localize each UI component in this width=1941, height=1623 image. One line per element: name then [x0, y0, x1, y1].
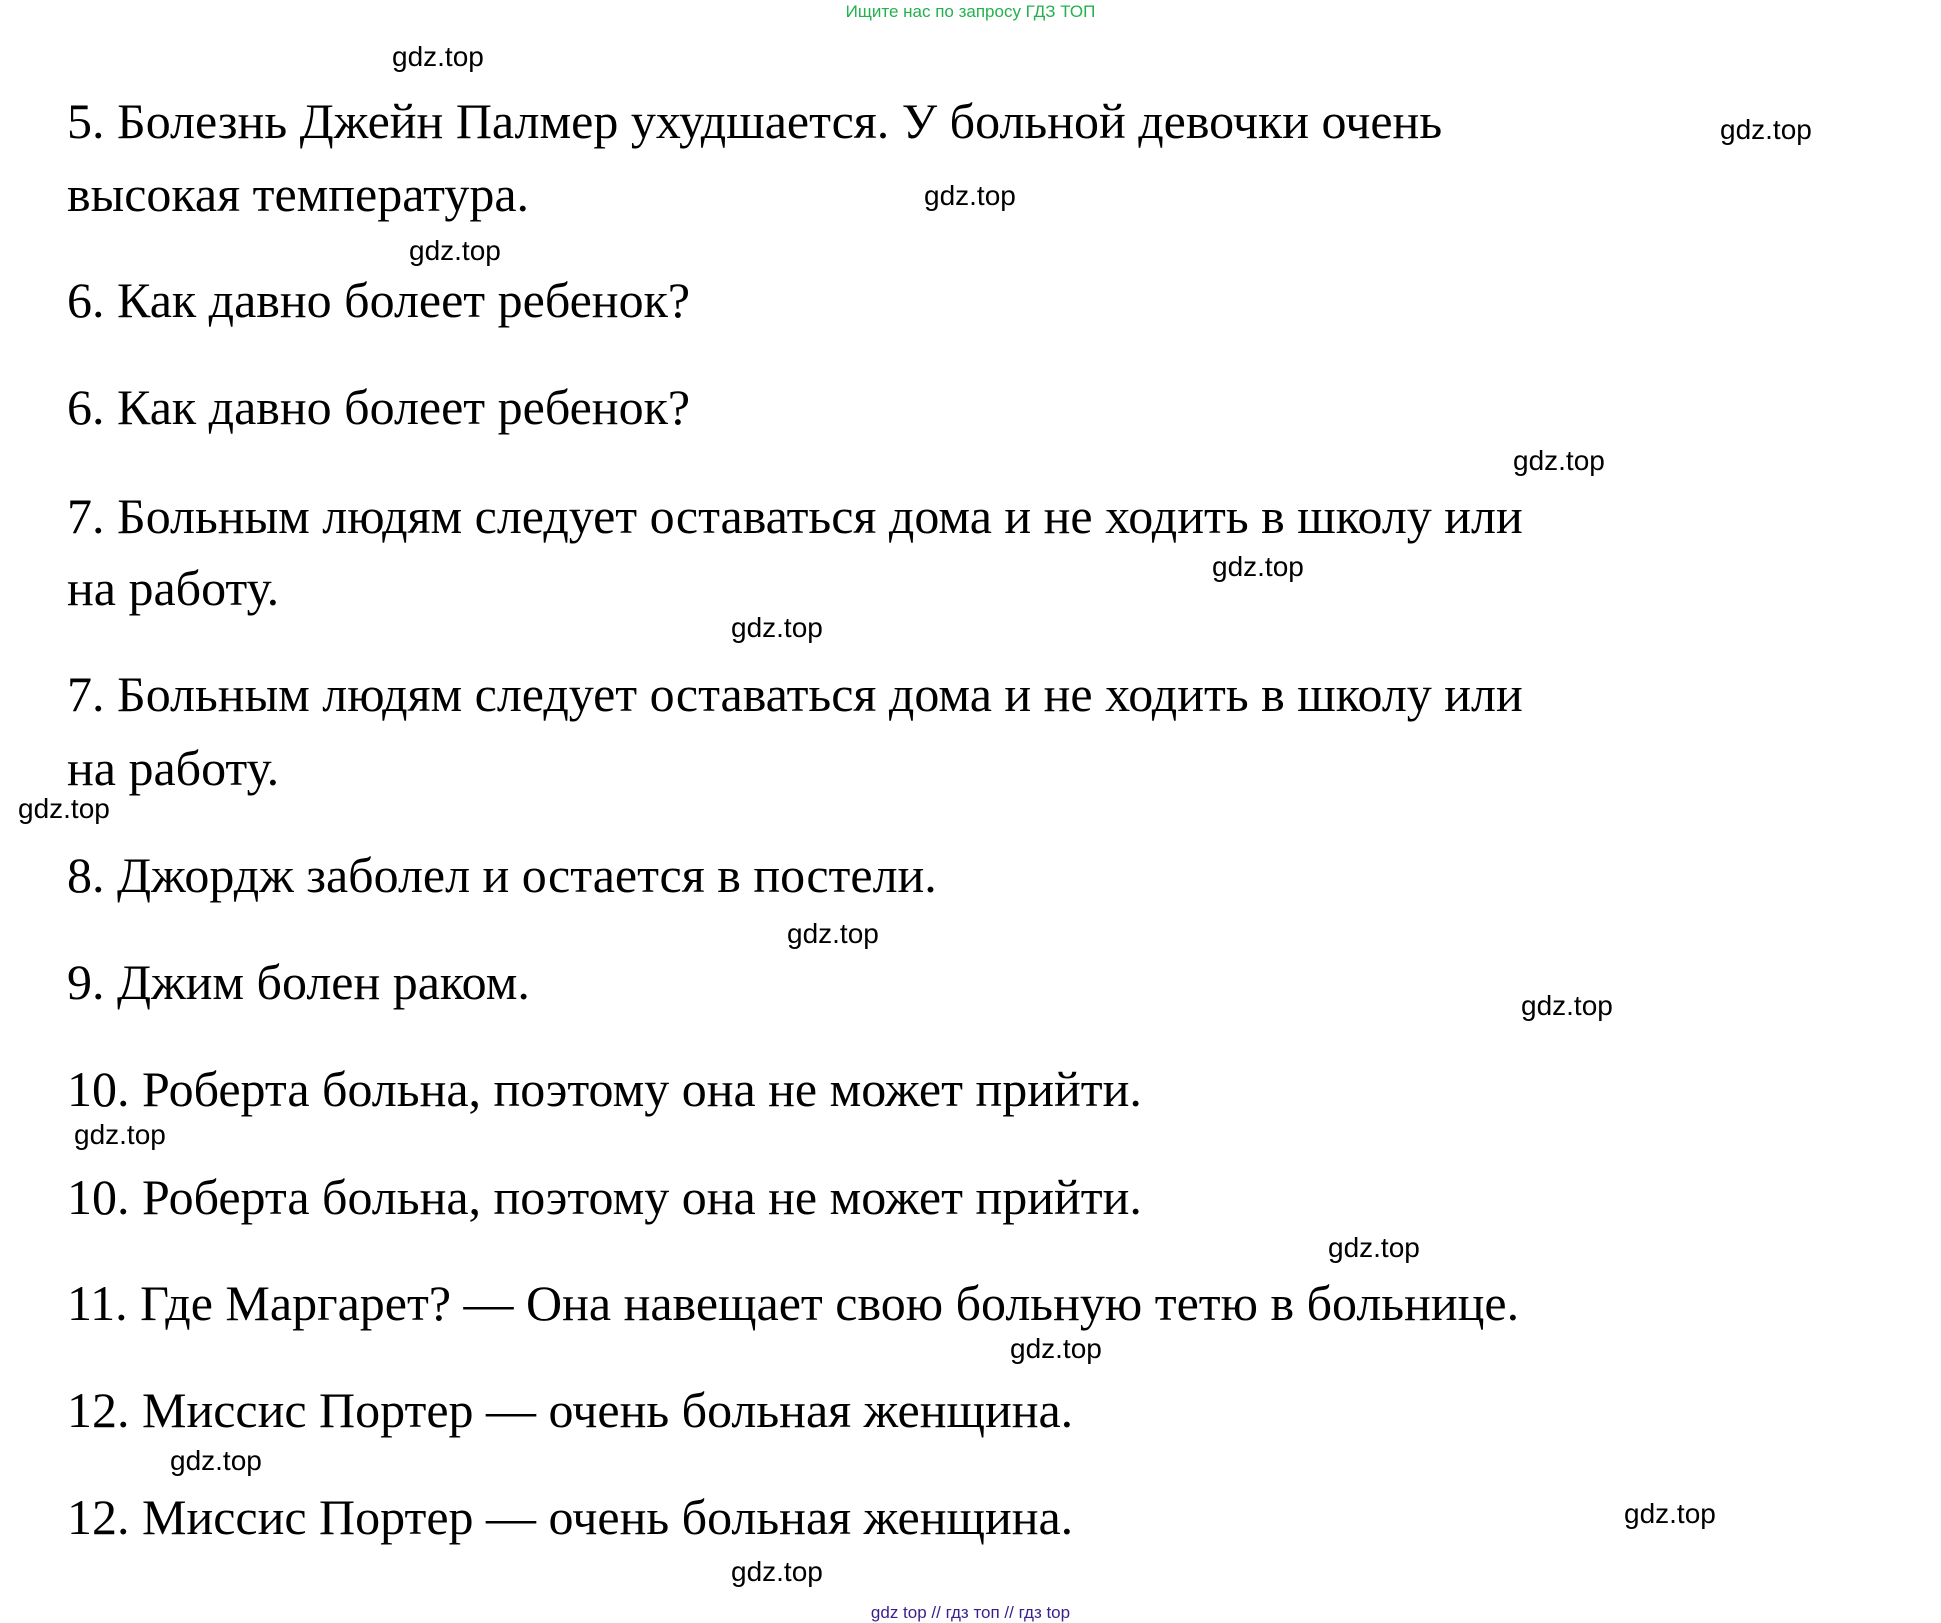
line-10a: 10. Роберта больна, поэтому она не может прийти. — [67, 1061, 1142, 1117]
watermark: gdz.top — [1624, 1498, 1716, 1529]
line-8: 8. Джордж заболел и остается в постели. — [67, 847, 937, 903]
watermark: gdz.top — [1328, 1232, 1420, 1263]
watermark: gdz.top — [170, 1445, 262, 1476]
watermark: gdz.top — [1212, 551, 1304, 582]
line-12a: 12. Миссис Портер — очень больная женщина. — [67, 1382, 1074, 1438]
line-10b: 10. Роберта больна, поэтому она не может прийти. — [67, 1169, 1142, 1225]
line-5b: высокая температура. — [67, 166, 530, 222]
line-7b2: на работу. — [67, 740, 280, 796]
line-7a2: на работу. — [67, 560, 280, 616]
watermark: gdz.top — [731, 1556, 823, 1587]
watermark: gdz.top — [392, 41, 484, 72]
line-6b: 6. Как давно болеет ребенок? — [67, 379, 691, 435]
line-7a1: 7. Больным людям следует оставаться дома и не ходить в школу или — [67, 488, 1523, 544]
line-6a: 6. Как давно болеет ребенок? — [67, 272, 691, 328]
watermark: gdz.top — [731, 612, 823, 643]
watermark: gdz.top — [74, 1119, 166, 1150]
watermark: gdz.top — [1010, 1333, 1102, 1364]
line-12b: 12. Миссис Портер — очень больная женщина. — [67, 1489, 1074, 1545]
watermark: gdz.top — [924, 180, 1016, 211]
watermark: gdz.top — [1521, 990, 1613, 1021]
header-note: Ищите нас по запросу ГДЗ ТОП — [845, 2, 1096, 21]
watermark: gdz.top — [1513, 445, 1605, 476]
line-9: 9. Джим болен раком. — [67, 954, 530, 1010]
watermark: gdz.top — [787, 918, 879, 949]
line-5a: 5. Болезнь Джейн Палмер ухудшается. У больной девочки очень — [67, 93, 1443, 149]
watermark: gdz.top — [1720, 114, 1812, 145]
line-11: 11. Где Маргарет? — Она навещает свою больную тетю в больнице. — [67, 1275, 1520, 1331]
watermark: gdz.top — [409, 235, 501, 266]
watermark: gdz.top — [18, 793, 110, 824]
line-7b1: 7. Больным людям следует оставаться дома и не ходить в школу или — [67, 666, 1523, 722]
footer-note: gdz top // гдз топ // гдз top — [870, 1603, 1071, 1622]
